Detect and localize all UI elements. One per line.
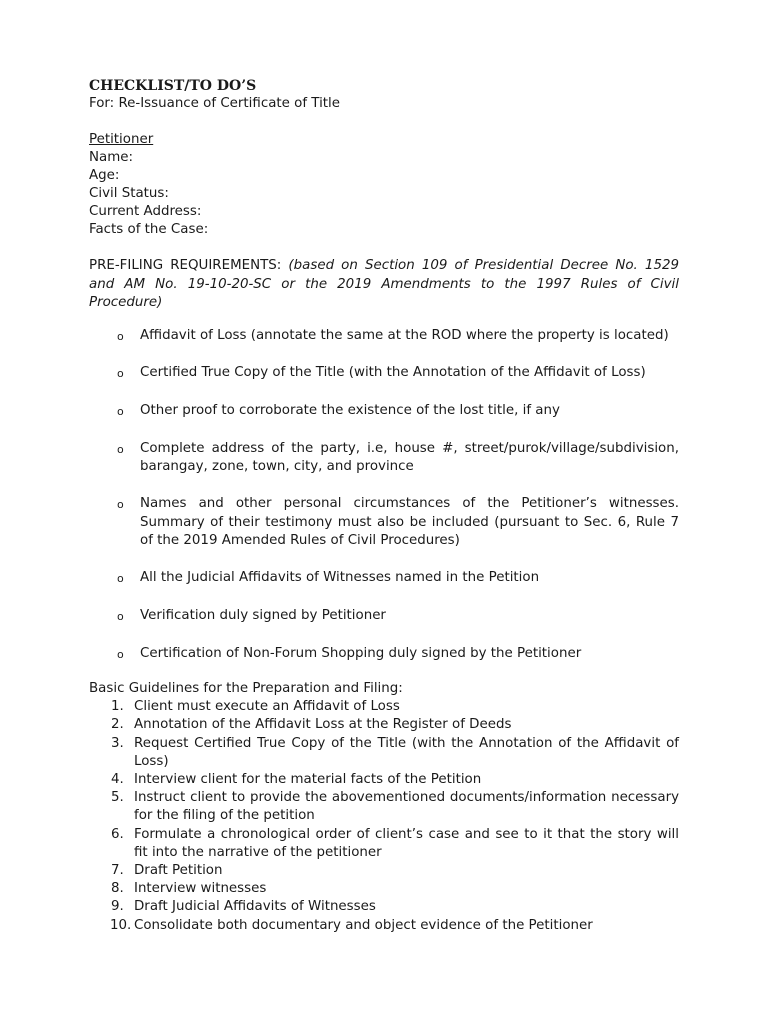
step-number: 3. (111, 735, 124, 751)
bullet-icon: o (117, 442, 124, 456)
bullet-icon: o (117, 329, 124, 343)
petitioner-field-current-address: Current Address: (89, 204, 202, 219)
bullet-icon: o (117, 572, 124, 586)
document-title: CHECKLIST/TO DO’S (89, 78, 257, 94)
document-subtitle: For: Re-Issuance of Certificate of Title (89, 96, 341, 111)
petitioner-field-age: Age: (89, 168, 120, 183)
step-number: 7. (111, 863, 124, 879)
requirements-list (89, 327, 679, 664)
requirement-text: Verification duly signed by Petitioner (140, 607, 386, 623)
requirement-text: All the Judicial Affidavits of Witnesses named in the Petition (140, 570, 540, 586)
step-number: 5. (111, 790, 124, 806)
step-text: Draft Judicial Affidavits of Witnesses (134, 899, 376, 915)
bullet-icon: o (117, 609, 124, 623)
guideline-step (89, 789, 679, 825)
step-number: 8. (111, 881, 124, 897)
step-text: Interview witnesses (134, 881, 267, 897)
step-text: Instruct client to provide the abovementioned documents/information necessary for the filing of the petition (134, 790, 679, 824)
petitioner-field-facts: Facts of the Case: (89, 222, 209, 237)
document-page (89, 77, 679, 935)
step-text: Client must execute an Affidavit of Loss (134, 699, 400, 715)
step-number: 6. (111, 826, 124, 842)
requirement-item (89, 645, 679, 664)
guidelines-section (89, 680, 679, 935)
requirement-text: Certification of Non-Forum Shopping duly signed by the Petitioner (140, 645, 582, 661)
petitioner-field-civil-status: Civil Status: (89, 186, 169, 201)
step-number: 2. (111, 717, 124, 733)
requirement-text: Names and other personal circumstances of the Petitioner’s witnesses. Summary of their testimony must also be included (pursuant to Sec. 6, Rule 7 of the 2019 Amended Rules of Civil Procedures) (140, 496, 679, 549)
step-number: 10. (110, 917, 132, 933)
guideline-step (89, 698, 679, 716)
requirement-text: Other proof to corroborate the existence of the lost title, if any (140, 402, 560, 418)
requirement-item (89, 440, 679, 477)
step-text: Formulate a chronological order of client’s case and see to it that the story will fit into the narrative of the petitioner (134, 826, 679, 860)
requirement-text: Affidavit of Loss (annotate the same at the ROD where the property is located) (140, 327, 669, 343)
step-text: Consolidate both documentary and object evidence of the Petitioner (134, 917, 593, 933)
guidelines-heading: Basic Guidelines for the Preparation and Filing: (89, 681, 403, 697)
bullet-icon: o (117, 647, 124, 661)
step-text: Annotation of the Affidavit Loss at the Register of Deeds (134, 717, 512, 733)
guideline-step (89, 771, 679, 789)
guidelines-list (89, 698, 679, 935)
spacer (89, 239, 679, 257)
bullet-icon: o (117, 498, 124, 512)
guideline-step (89, 880, 679, 898)
requirement-item (89, 607, 679, 626)
spacer (89, 663, 679, 680)
prefiling-label: PRE-FILING REQUIREMENTS: (89, 258, 289, 273)
requirement-item (89, 495, 679, 551)
requirement-text: Complete address of the party, i.e, house #, street/purok/village/subdivision, barangay, zone, town, city, and province (140, 440, 679, 475)
guideline-step (89, 735, 679, 771)
bullet-icon: o (117, 404, 124, 418)
step-text: Request Certified True Copy of the Title (with the Annotation of the Affidavit of Loss) (134, 735, 679, 769)
spacer (89, 113, 679, 131)
requirement-item (89, 327, 679, 346)
guideline-step (89, 898, 679, 916)
prefiling-requirements (89, 257, 679, 313)
requirement-item (89, 364, 679, 383)
bullet-icon: o (117, 367, 124, 381)
requirement-text: Certified True Copy of the Title (with the Annotation of the Affidavit of Loss) (140, 365, 646, 381)
petitioner-heading: Petitioner (89, 132, 154, 147)
guideline-step (89, 917, 679, 935)
guideline-step (89, 716, 679, 734)
requirement-item (89, 402, 679, 421)
step-number: 1. (111, 699, 124, 715)
step-number: 4. (111, 772, 124, 788)
petitioner-field-name: Name: (89, 150, 134, 165)
step-text: Draft Petition (134, 863, 223, 879)
step-text: Interview client for the material facts of the Petition (134, 772, 482, 788)
requirement-item (89, 569, 679, 588)
prefiling-legal-basis: (based on Section 109 of Presidential Decree No. 1529 and AM No. 19-10-20-SC or the 2019 Amendments to the 1997 Rules of Civil Procedure) (89, 258, 680, 310)
guideline-step (89, 862, 679, 880)
petitioner-section (89, 131, 679, 239)
step-number: 9. (111, 899, 124, 915)
guideline-step (89, 826, 679, 862)
